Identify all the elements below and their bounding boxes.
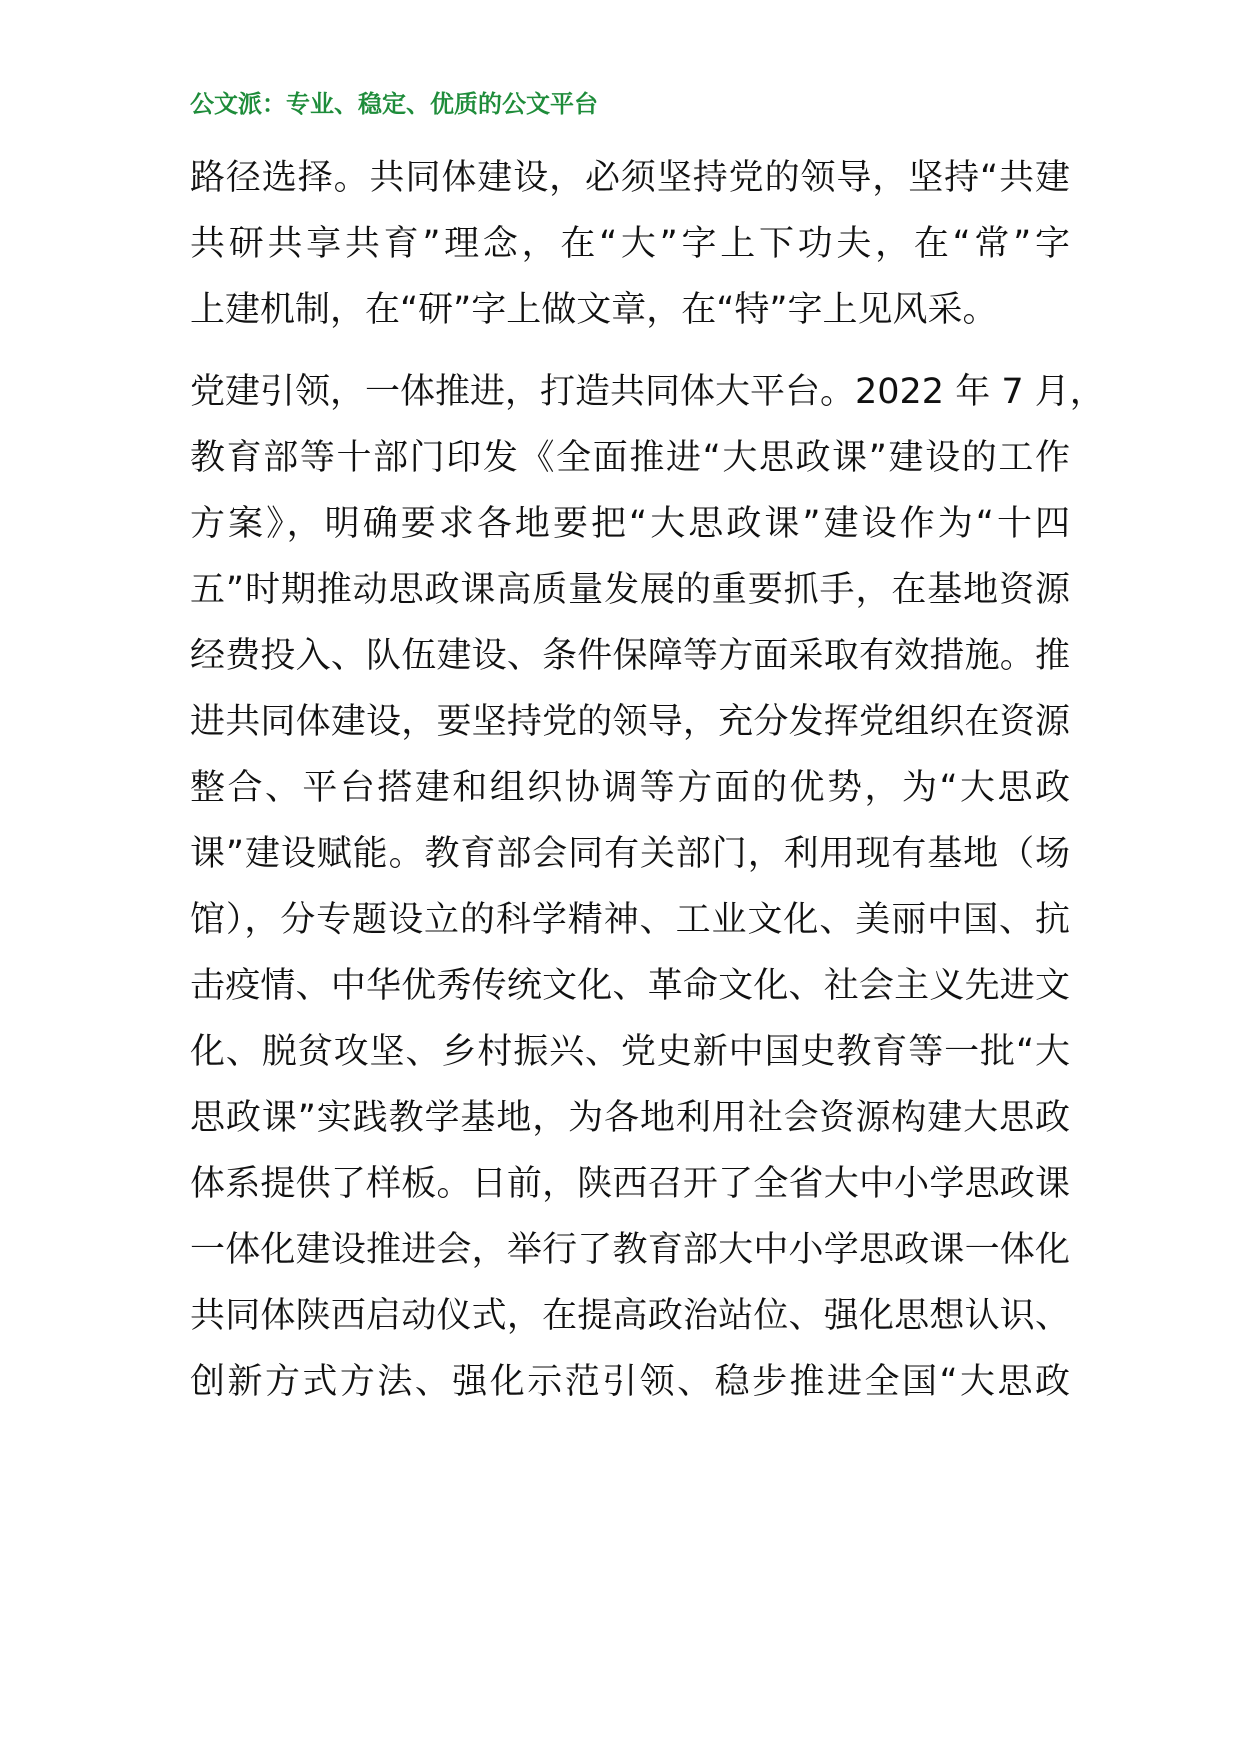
text-line: 击疫情、中华优秀传统文化、革命文化、社会主义先进文 xyxy=(190,966,1070,1006)
text-line: 共研共享共育”理念，在“大”字上下功夫，在“常”字 xyxy=(190,224,1070,264)
text-line: 路径选择。共同体建设，必须坚持党的领导，坚持“共建 xyxy=(190,158,1070,198)
text-line: 党建引领，一体推进，打造共同体大平台。2022 年 7 月， xyxy=(190,372,1105,412)
text-line: 整合、平台搭建和组织协调等方面的优势，为“大思政 xyxy=(190,768,1070,808)
text-line: 方案》，明确要求各地要把“大思政课”建设作为“十四 xyxy=(190,504,1070,544)
text-line: 课”建设赋能。教育部会同有关部门，利用现有基地（场 xyxy=(190,834,1070,874)
text-line: 一体化建设推进会，举行了教育部大中小学思政课一体化 xyxy=(190,1230,1070,1270)
header-title: 公文派：专业、稳定、优质的公文平台 xyxy=(190,90,598,118)
text-line: 上建机制，在“研”字上做文章，在“特”字上见风采。 xyxy=(190,290,998,330)
text-line: 进共同体建设，要坚持党的领导，充分发挥党组织在资源 xyxy=(190,702,1070,742)
text-line: 经费投入、队伍建设、条件保障等方面采取有效措施。推 xyxy=(190,636,1070,676)
text-line: 化、脱贫攻坚、乡村振兴、党史新中国史教育等一批“大 xyxy=(190,1032,1070,1072)
text-line: 五”时期推动思政课高质量发展的重要抓手，在基地资源 xyxy=(190,570,1070,610)
text-line: 共同体陕西启动仪式，在提高政治站位、强化思想认识、 xyxy=(190,1296,1070,1336)
text-line: 体系提供了样板。日前，陕西召开了全省大中小学思政课 xyxy=(190,1164,1070,1204)
text-line: 馆），分专题设立的科学精神、工业文化、美丽中国、抗 xyxy=(190,900,1070,940)
text-line: 思政课”实践教学基地，为各地利用社会资源构建大思政 xyxy=(190,1098,1070,1138)
text-line: 创新方式方法、强化示范引领、稳步推进全国“大思政 xyxy=(190,1362,1070,1402)
text-line: 教育部等十部门印发《全面推进“大思政课”建设的工作 xyxy=(190,438,1070,478)
